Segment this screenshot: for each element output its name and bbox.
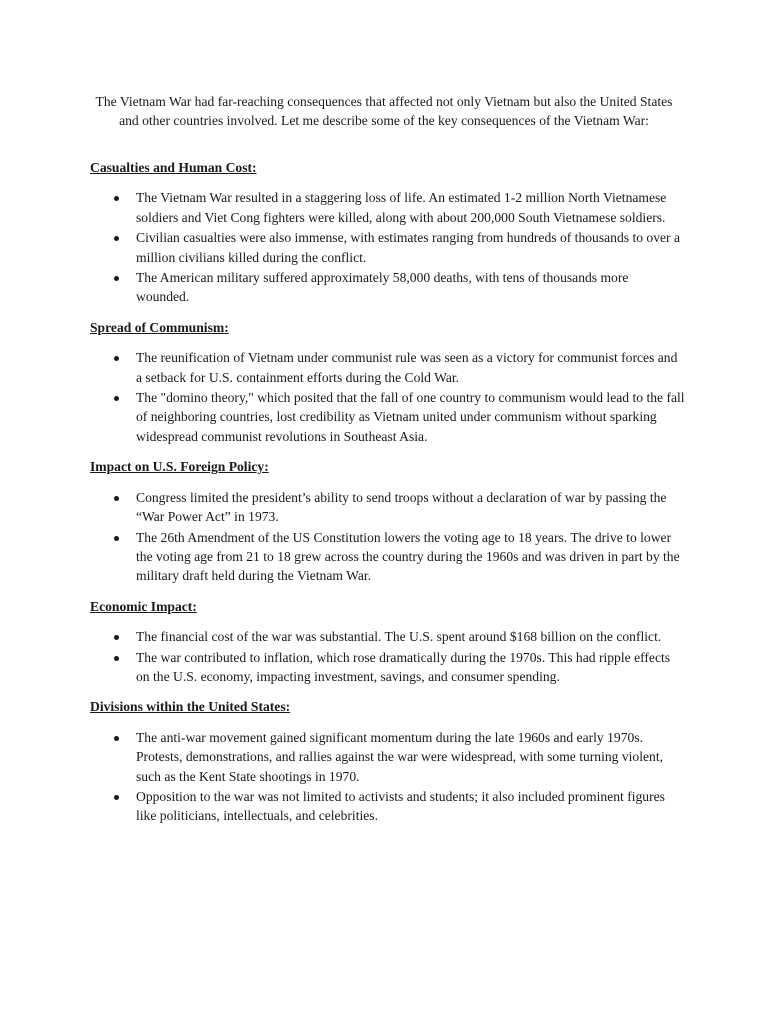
- bullet-dot-icon: [114, 496, 119, 501]
- list-item: [90, 627, 685, 646]
- list-item: [90, 228, 685, 267]
- section-heading: Spread of Communism:: [90, 319, 229, 335]
- bullet-dot-icon: [114, 196, 119, 201]
- list-item: [90, 388, 685, 446]
- list-item: [90, 348, 685, 387]
- list-item-text: The financial cost of the war was substantial. The U.S. spent around $168 billion on the conflict.: [136, 629, 662, 645]
- list-item-text: The reunification of Vietnam under communist rule was seen as a victory for communist forces and a setback for U.S. containment efforts during the Cold War.: [136, 350, 678, 385]
- list-item-text: The war contributed to inflation, which rose dramatically during the 1970s. This had ripple effects on the U.S. economy, impacting investment, savings, and consumer spending.: [136, 649, 671, 684]
- bullet-dot-icon: [114, 656, 119, 661]
- bullet-dot-icon: [114, 536, 119, 541]
- list-item: [90, 268, 685, 307]
- section-heading: Impact on U.S. Foreign Policy:: [90, 459, 269, 475]
- section-economic: [90, 597, 685, 687]
- bullet-dot-icon: [114, 236, 119, 241]
- bullet-dot-icon: [114, 276, 119, 281]
- section-heading: Casualties and Human Cost:: [90, 160, 257, 175]
- bullet-dot-icon: [114, 396, 119, 401]
- bullet-dot-icon: [114, 736, 119, 741]
- bullet-list: [90, 728, 685, 826]
- list-item-text: The 26th Amendment of the US Constitution lowers the voting age to 18 years. The drive to lower the voting age from 21 to 18 grew across the country during the 1960s and was driven in part by the military draft held during the Vietnam War.: [136, 529, 680, 584]
- section-heading: Divisions within the United States:: [90, 699, 291, 715]
- list-item: [90, 728, 685, 786]
- list-item-text: Congress limited the president’s ability to send troops without a declaration of war by passing the “War Power Act” in 1973.: [136, 489, 667, 525]
- bullet-list: [90, 488, 685, 586]
- list-item: [90, 188, 685, 227]
- bullet-list: [90, 627, 685, 686]
- section-casualties: [90, 158, 685, 307]
- list-item-text: The Vietnam War resulted in a staggering loss of life. An estimated 1-2 million North Vietnamese soldiers and Viet Cong fighters were killed, along with about 200,000 South Vietnamese soldiers.: [136, 190, 667, 225]
- list-item: [90, 488, 685, 527]
- list-item: [90, 528, 685, 586]
- document-body: [90, 158, 685, 837]
- list-item-text: Civilian casualties were also immense, with estimates ranging from hundreds of thousands to over a million civilians killed during the conflict.: [136, 230, 681, 265]
- section-communism: [90, 318, 685, 446]
- bullet-dot-icon: [114, 356, 119, 361]
- list-item-text: The "domino theory," which posited that the fall of one country to communism would lead to the fall of neighboring countries, lost credibility as Vietnam united under communism without sparking widespread communist revolutions in Southeast Asia.: [136, 390, 685, 444]
- list-item-text: The American military suffered approximately 58,000 deaths, with tens of thousands more wounded.: [136, 270, 629, 305]
- section-divisions: [90, 697, 685, 825]
- section-foreign-policy: [90, 457, 685, 585]
- bullet-dot-icon: [114, 795, 119, 800]
- bullet-dot-icon: [114, 635, 119, 640]
- bullet-list: [90, 348, 685, 446]
- list-item-text: Opposition to the war was not limited to activists and students; it also included prominent figures like politicians, intellectuals, and celebrities.: [136, 788, 665, 824]
- section-heading: Economic Impact:: [90, 598, 197, 614]
- list-item: [90, 648, 685, 687]
- list-item-text: The anti-war movement gained significant momentum during the late 1960s and early 1970s. Protests, demonstrations, and rallies against the war were widespread, with some turning violent, such as the Kent State shootings in 1970.: [136, 729, 664, 784]
- intro-paragraph: The Vietnam War had far-reaching consequences that affected not only Vietnam but also the United States and other countries involved. Let me describe some of the key consequences of the Vietnam War:: [95, 94, 673, 129]
- list-item: [90, 787, 685, 826]
- bullet-list: [90, 188, 685, 306]
